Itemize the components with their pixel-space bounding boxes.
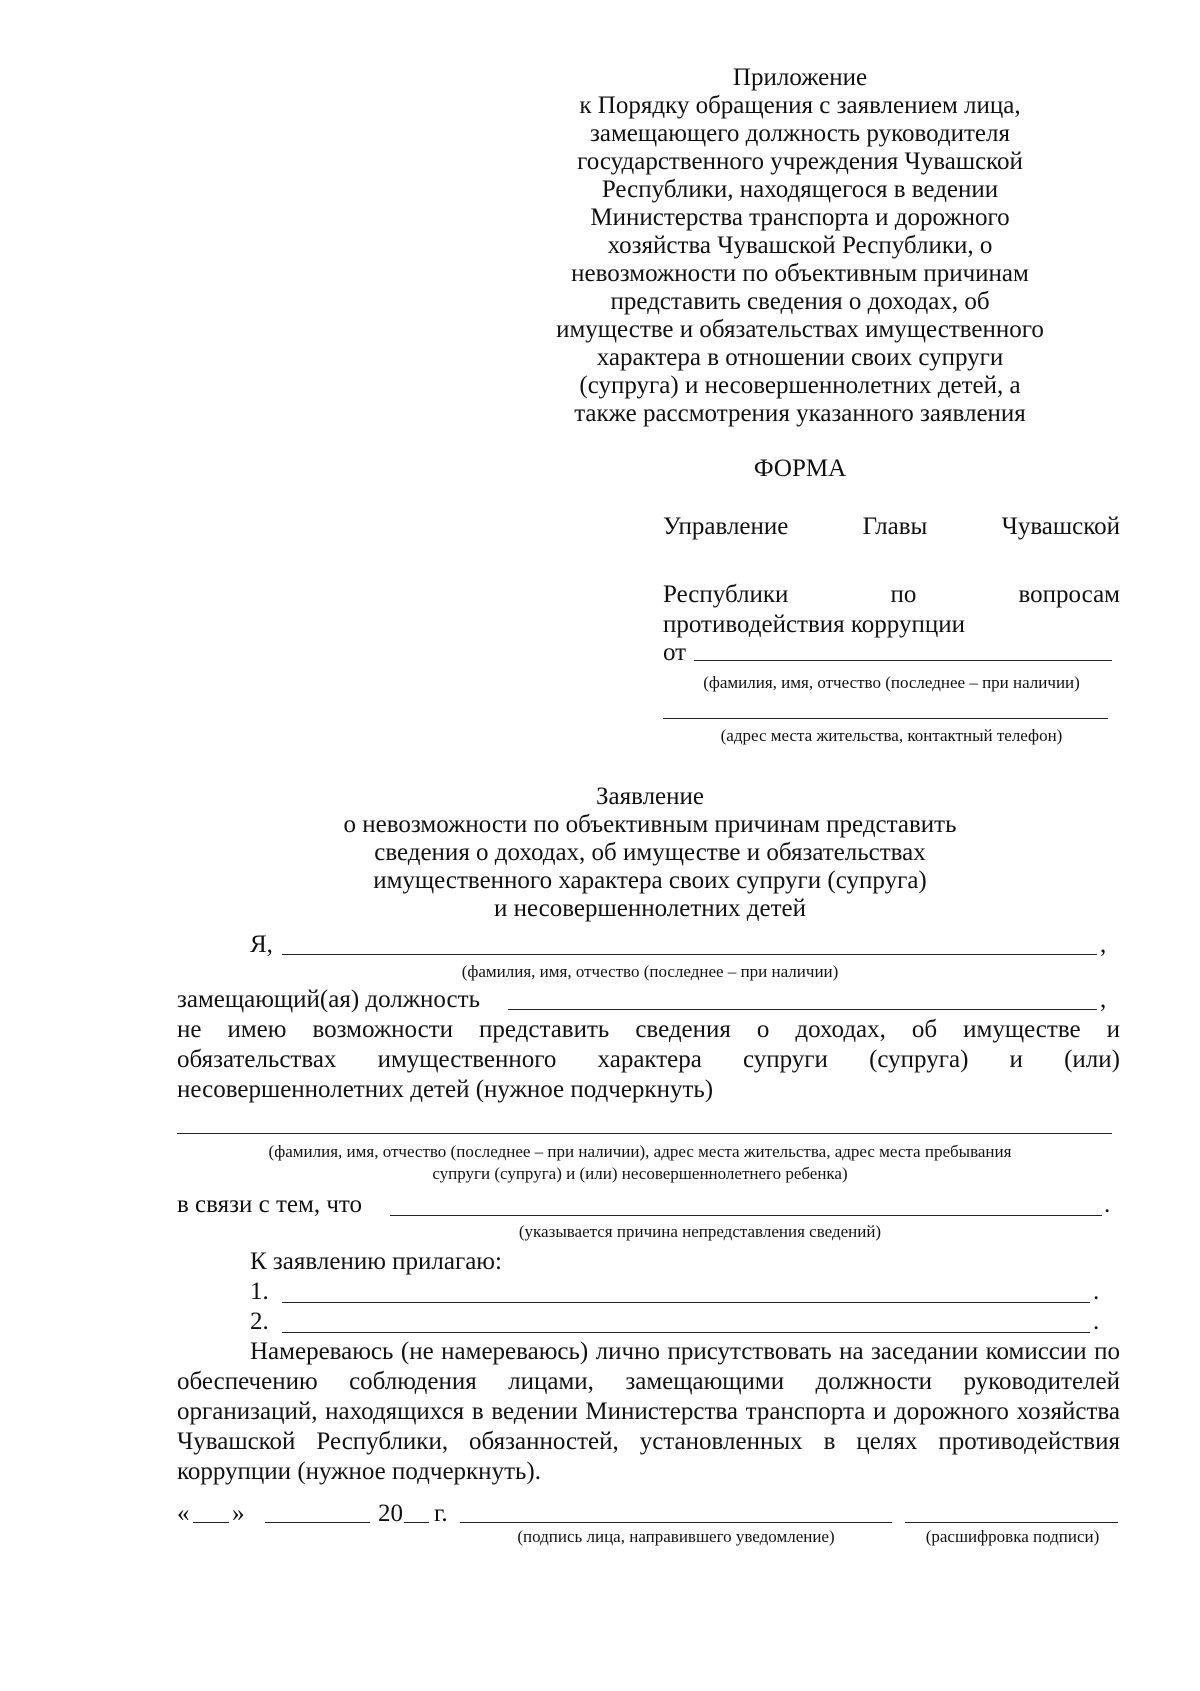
addressee-word: Управление	[663, 513, 789, 540]
attach-item-number: 1.	[250, 1278, 269, 1305]
position-label: замещающий(ая) должность	[177, 986, 480, 1013]
body-word: характера	[597, 1046, 702, 1073]
comma: ,	[1100, 986, 1107, 1013]
decode-hint: (расшифровка подписи)	[925, 1527, 1100, 1546]
body-word: обязательствах	[177, 1046, 337, 1073]
attach-label: К заявлению прилагаю:	[250, 1248, 502, 1275]
reason-line[interactable]	[390, 1215, 1102, 1216]
intent-paragraph: Намереваюсь (не намереваюсь) лично присутствовать на заседании комиссии по обеспечению соблюдения лицами, замещающими должности руководителей организаций, находящихся в ведении Министерства транспорта и дорожного хозяйства Чувашской Республики, обязанностей, установленных в целях противодействия коррупции (нужное подчеркнуть).	[177, 1338, 1120, 1485]
appendix-line: невозможности по объективным причинам	[571, 260, 1029, 287]
from-name-line[interactable]	[694, 660, 1112, 661]
body-word: об	[911, 1016, 938, 1043]
addressee-line-1	[663, 512, 1120, 541]
appendix-line: Министерства транспорта и дорожного	[590, 204, 1010, 231]
relatives-hint: супруги (супруга) и (или) несовершеннолетнего ребенка)	[432, 1164, 848, 1183]
body-word: возможности	[312, 1016, 453, 1043]
reason-label: в связи с тем, что	[177, 1191, 362, 1218]
body-word: не	[177, 1016, 202, 1043]
body-word: и	[1106, 1016, 1120, 1043]
period: .	[1093, 1308, 1100, 1335]
full-name-line[interactable]	[282, 954, 1097, 955]
period: .	[1104, 1191, 1111, 1218]
date-close-quote: »	[232, 1500, 245, 1527]
appendix-title: Приложение	[732, 64, 868, 91]
address-line[interactable]	[663, 718, 1108, 719]
addressee-word: вопросам	[1018, 581, 1120, 608]
signature-line[interactable]	[460, 1522, 892, 1523]
signature-hint: (подпись лица, направившего уведомление)	[517, 1527, 835, 1546]
body-line-3: несовершеннолетних детей (нужное подчеркнуть)	[177, 1076, 714, 1103]
appendix-line: (супруга) и несовершеннолетних детей, а	[579, 372, 1021, 399]
addressee-line-3: противодействия коррупции	[663, 611, 965, 638]
body-word: имею	[227, 1016, 287, 1043]
appendix-line: Республики, находящегося в ведении	[601, 176, 999, 203]
body-word: (или)	[1064, 1046, 1120, 1073]
relatives-line[interactable]	[177, 1133, 1112, 1134]
addressee-word: Республики	[663, 581, 789, 608]
body-word: имущественного	[377, 1046, 557, 1073]
appendix-line: хозяйства Чувашской Республики, о	[607, 232, 993, 259]
year-line[interactable]	[404, 1522, 429, 1523]
addressee-word: Чувашской	[1001, 513, 1120, 540]
body-word: представить	[479, 1016, 610, 1043]
appendix-line: представить сведения о доходах, об	[610, 288, 990, 315]
day-line[interactable]	[193, 1522, 229, 1523]
attach-item-2-line[interactable]	[282, 1332, 1090, 1333]
appendix-line: характера в отношении своих супруги	[596, 344, 1004, 371]
statement-subtitle: имущественного характера своих супруги (супруга)	[373, 867, 927, 894]
date-open-quote: «	[177, 1500, 190, 1527]
month-line[interactable]	[265, 1522, 370, 1523]
statement-subtitle: сведения о доходах, об имуществе и обязательствах	[374, 839, 926, 866]
body-word: доходах,	[795, 1016, 886, 1043]
appendix-line: государственного учреждения Чувашской	[577, 148, 1023, 175]
position-line[interactable]	[508, 1009, 1097, 1010]
year-prefix: 20	[378, 1500, 403, 1527]
body-word: имуществе	[963, 1016, 1081, 1043]
reason-hint: (указывается причина непредставления сведений)	[518, 1222, 882, 1241]
i-label: Я,	[250, 931, 273, 958]
from-label: от	[663, 639, 687, 666]
address-hint: (адрес места жительства, контактный телефон)	[720, 726, 1063, 745]
year-suffix: г.	[434, 1500, 448, 1527]
addressee-word: по	[890, 581, 917, 608]
statement-subtitle: и несовершеннолетних детей	[493, 895, 807, 922]
appendix-line: замещающего должность руководителя	[589, 120, 1010, 147]
body-word: и	[1009, 1046, 1023, 1073]
appendix-line: к Порядку обращения с заявлением лица,	[579, 92, 1021, 119]
comma: ,	[1100, 931, 1107, 958]
signature-decode-line[interactable]	[905, 1522, 1118, 1523]
appendix-line: имуществе и обязательствах имущественного	[556, 316, 1044, 343]
attach-item-1-line[interactable]	[282, 1302, 1090, 1303]
addressee-word: Главы	[862, 513, 928, 540]
appendix-line: также рассмотрения указанного заявления	[574, 400, 1026, 427]
from-name-hint: (фамилия, имя, отчество (последнее – при наличии)	[703, 673, 1080, 692]
body-word: супруги	[742, 1046, 828, 1073]
body-line-1	[177, 1015, 1120, 1044]
form-label: ФОРМА	[753, 455, 847, 482]
body-word: сведения	[635, 1016, 731, 1043]
attach-item-number: 2.	[250, 1308, 269, 1335]
body-line-2	[177, 1045, 1120, 1074]
body-word: о	[756, 1016, 770, 1043]
body-word: (супруга)	[869, 1046, 969, 1073]
statement-subtitle: о невозможности по объективным причинам представить	[343, 811, 957, 838]
addressee-line-2	[663, 580, 1120, 609]
relatives-hint: (фамилия, имя, отчество (последнее – при наличии), адрес места жительства, адрес места пребывания	[268, 1142, 1012, 1161]
period: .	[1093, 1278, 1100, 1305]
full-name-hint: (фамилия, имя, отчество (последнее – при наличии)	[461, 962, 839, 981]
statement-title: Заявление	[595, 783, 705, 810]
